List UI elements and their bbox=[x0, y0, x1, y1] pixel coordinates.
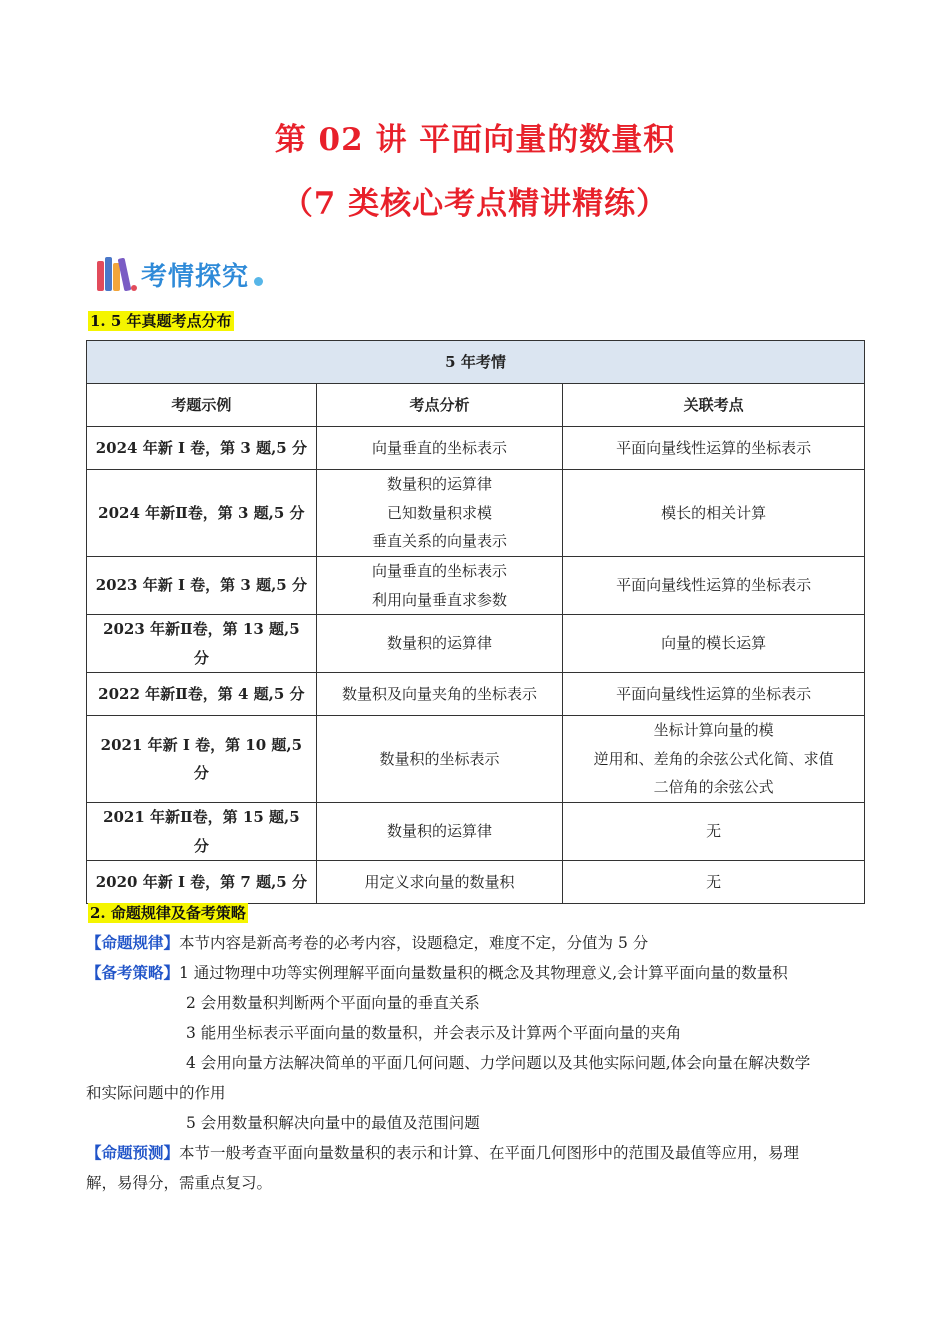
related-cell: 平面向量线性运算的坐标表示 bbox=[563, 427, 865, 470]
related-cell: 平面向量线性运算的坐标表示 bbox=[563, 557, 865, 615]
strategy-item: 5 会用数量积解决向量中的最值及范围问题 bbox=[186, 1114, 480, 1132]
predict-line bbox=[86, 1138, 866, 1168]
section1-heading: 1. 5 年真题考点分布 bbox=[90, 312, 232, 330]
exam-example: 2023 年新Ⅱ卷，第 13 题,5 分 bbox=[87, 615, 317, 673]
analysis-cell: 用定义求向量的数量积 bbox=[316, 861, 563, 904]
section-banner bbox=[95, 254, 263, 294]
exam-example: 2021 年新Ⅱ卷，第 15 题,5 分 bbox=[87, 803, 317, 861]
strategy-tag: 【备考策略】 bbox=[86, 963, 180, 982]
analysis-cell: 向量垂直的坐标表示 利用向量垂直求参数 bbox=[316, 557, 563, 615]
predict-text-cont: 解，易得分，需重点复习。 bbox=[86, 1174, 273, 1192]
strategy-block bbox=[86, 928, 866, 1198]
analysis-cell: 数量积的运算律 已知数量积求模 垂直关系的向量表示 bbox=[316, 470, 563, 557]
rule-line bbox=[86, 928, 866, 958]
analysis-cell: 数量积的坐标表示 bbox=[316, 716, 563, 803]
exam-table bbox=[86, 340, 865, 904]
table-row bbox=[87, 615, 865, 673]
rule-text: 本节内容是新高考卷的必考内容，设题稳定，难度不定，分值为 5 分 bbox=[179, 934, 649, 952]
analysis-cell: 数量积的运算律 bbox=[316, 803, 563, 861]
exam-example: 2024 年新 I 卷，第 3 题,5 分 bbox=[87, 427, 317, 470]
analysis-cell: 数量积及向量夹角的坐标表示 bbox=[316, 673, 563, 716]
strategy-item: 1 通过物理中功等实例理解平面向量数量积的概念及其物理意义,会计算平面向量的数量积 bbox=[179, 964, 788, 982]
related-cell: 无 bbox=[563, 861, 865, 904]
column-header: 考题示例 bbox=[87, 384, 317, 427]
dot-icon bbox=[254, 277, 263, 286]
related-cell: 模长的相关计算 bbox=[563, 470, 865, 557]
related-cell: 无 bbox=[563, 803, 865, 861]
predict-tag: 【命题预测】 bbox=[86, 1143, 180, 1162]
exam-example: 2024 年新Ⅱ卷，第 3 题,5 分 bbox=[87, 470, 317, 557]
column-header: 考点分析 bbox=[316, 384, 563, 427]
exam-example: 2022 年新Ⅱ卷，第 4 题,5 分 bbox=[87, 673, 317, 716]
section2-heading: 2. 命题规律及备考策略 bbox=[90, 904, 246, 922]
strategy-item: 和实际问题中的作用 bbox=[86, 1084, 226, 1102]
predict-text: 本节一般考查平面向量数量积的表示和计算、在平面几何图形中的范围及最值等应用，易理 bbox=[179, 1144, 800, 1162]
analysis-cell: 向量垂直的坐标表示 bbox=[316, 427, 563, 470]
related-cell: 平面向量线性运算的坐标表示 bbox=[563, 673, 865, 716]
books-icon bbox=[95, 255, 139, 293]
table-row bbox=[87, 861, 865, 904]
strategy-item: 3 能用坐标表示平面向量的数量积，并会表示及计算两个平面向量的夹角 bbox=[186, 1024, 682, 1042]
column-header: 关联考点 bbox=[563, 384, 865, 427]
strategy-item: 4 会用向量方法解决简单的平面几何问题、力学问题以及其他实际问题,体会向量在解决数学 bbox=[186, 1054, 811, 1072]
table-row bbox=[87, 673, 865, 716]
table-row bbox=[87, 470, 865, 557]
table-row bbox=[87, 803, 865, 861]
page-subtitle: （7 类核心考点精讲精练） bbox=[281, 186, 669, 222]
related-cell: 向量的模长运算 bbox=[563, 615, 865, 673]
banner-label: 考情探究 bbox=[141, 261, 250, 292]
related-cell: 坐标计算向量的模 逆用和、差角的余弦公式化简、求值 二倍角的余弦公式 bbox=[563, 716, 865, 803]
strategy-line bbox=[86, 958, 866, 988]
analysis-cell: 数量积的运算律 bbox=[316, 615, 563, 673]
exam-example: 2020 年新 I 卷，第 7 题,5 分 bbox=[87, 861, 317, 904]
page-title: 第 02 讲 平面向量的数量积 bbox=[274, 122, 676, 158]
table-row bbox=[87, 557, 865, 615]
table-row bbox=[87, 716, 865, 803]
table-title: 5 年考情 bbox=[87, 341, 865, 384]
exam-example: 2023 年新 I 卷，第 3 题,5 分 bbox=[87, 557, 317, 615]
table-row bbox=[87, 427, 865, 470]
rule-tag: 【命题规律】 bbox=[86, 933, 180, 952]
exam-example: 2021 年新 I 卷，第 10 题,5 分 bbox=[87, 716, 317, 803]
strategy-item: 2 会用数量积判断两个平面向量的垂直关系 bbox=[186, 994, 480, 1012]
